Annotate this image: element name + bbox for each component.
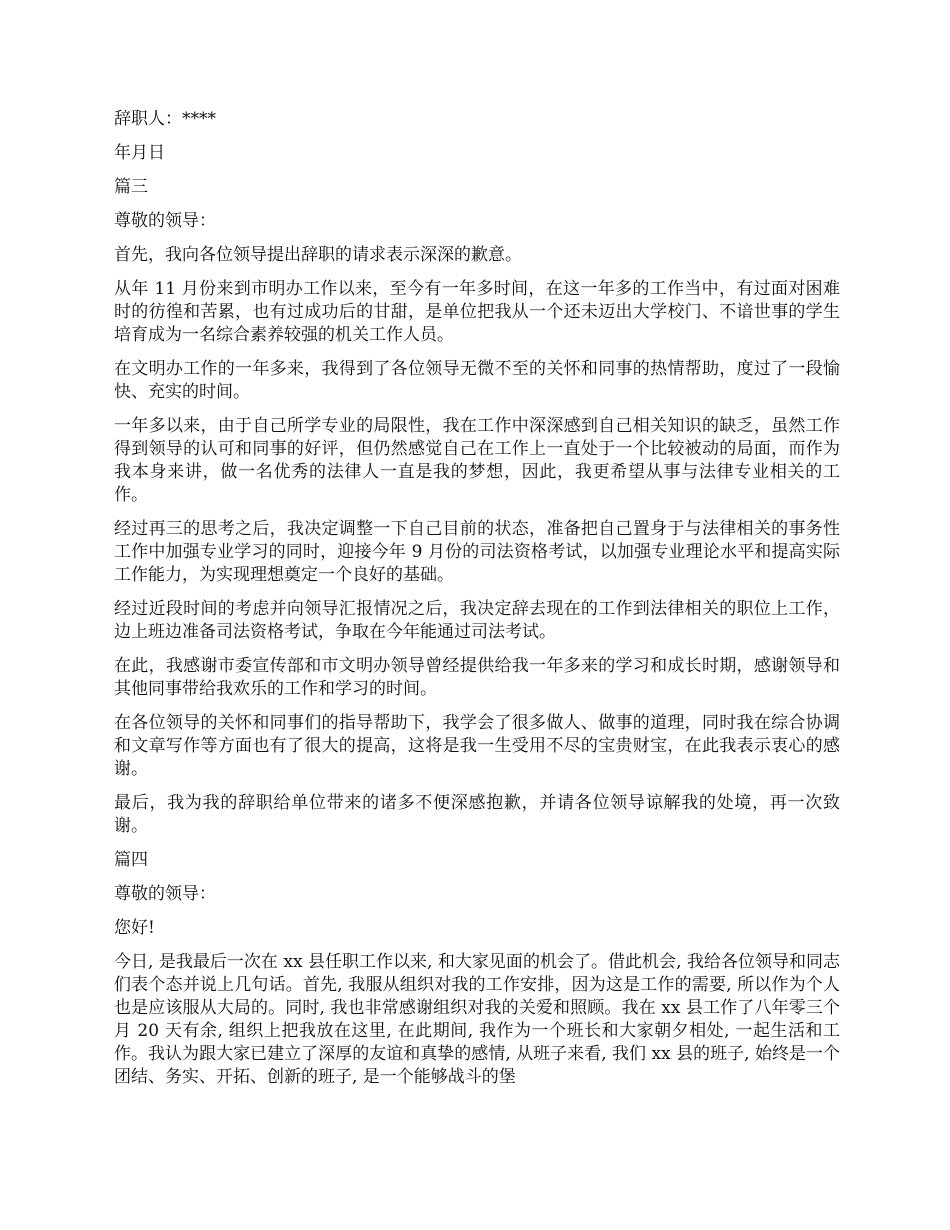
body-paragraph: 首先，我向各位领导提出辞职的请求表示深深的歉意。 (114, 245, 522, 265)
body-paragraph: 在各位领导的关怀和同事们的指导帮助下，我学会了很多做人、做事的道理，同时我在综合协调和文章写作等方面也有了很大的提高，这将是我一生受用不尽的宝贵财宝，在此我表示衷心的感谢。 (114, 713, 840, 779)
signature-line: 辞职人：**** (114, 109, 216, 129)
body-paragraph: 今日, 是我最后一次在 xx 县任职工作以来, 和大家见面的机会了。借此机会, 我给各位领导和同志们表个态并说上几句话。首先, 我服从组织对我的工作安排，因为这是工作的需要, 所以作为个人也是应该服从大局的。同时, 我也非常感谢组织对我的关爱和照顾。我在 xx 县工作了八年零三个月 20 天有余, 组织上把我放在这里, 在此期间, 我作为一个班长和大家朝夕相处, 一起生活和工作。我认为跟大家已建立了深厚的友谊和真挚的感情, 从班子来看, 我们 xx 县的班子, 始终是一个团结、务实、开拓、创新的班子, 是一个能够战斗的堡 (114, 952, 840, 1087)
body-paragraph: 经过近段时间的考虑并向领导汇报情况之后，我决定辞去现在的工作到法律相关的职位上工作，边上班边准备司法资格考试，争取在今年能通过司法考试。 (114, 599, 840, 642)
closing-paragraph: 最后，我为我的辞职给单位带来的诸多不便深感抱歉，并请各位领导谅解我的处境，再一次致谢。 (114, 793, 840, 836)
body-paragraph: 经过再三的思考之后，我决定调整一下自己目前的状态，准备把自己置身于与法律相关的事务性工作中加强专业学习的同时，迎接今年 9 月份的司法资格考试，以加强专业理论水平和提高实际工作能力，为实现理想奠定一个良好的基础。 (114, 519, 840, 585)
section-heading-part-three: 篇三 (114, 177, 148, 197)
body-paragraph: 在此，我感谢市委宣传部和市文明办领导曾经提供给我一年多来的学习和成长时期，感谢领导和其他同事带给我欢乐的工作和学习的时间。 (114, 656, 840, 699)
greeting: 您好! (114, 918, 155, 938)
salutation: 尊敬的领导： (114, 211, 216, 231)
document-page (114, 108, 840, 1100)
salutation: 尊敬的领导： (114, 884, 216, 904)
body-paragraph: 在文明办工作的一年多来，我得到了各位领导无微不至的关怀和同事的热情帮助，度过了一段愉快、充实的时间。 (114, 359, 840, 402)
date-line: 年月日 (114, 143, 165, 163)
section-heading-part-four: 篇四 (114, 850, 148, 870)
body-paragraph: 从年 11 月份来到市明办工作以来，至今有一年多时间，在这一年多的工作当中，有过面对困难时的彷徨和苦累，也有过成功后的甘甜，是单位把我从一个还未迈出大学校门、不谙世事的学生培育成为一名综合素养较强的机关工作人员。 (114, 279, 840, 345)
body-paragraph: 一年多以来，由于自己所学专业的局限性，我在工作中深深感到自己相关知识的缺乏，虽然工作得到领导的认可和同事的好评，但仍然感觉自己在工作上一直处于一个比较被动的局面，而作为我本身来讲，做一名优秀的法律人一直是我的梦想，因此，我更希望从事与法律专业相关的工作。 (114, 416, 840, 505)
